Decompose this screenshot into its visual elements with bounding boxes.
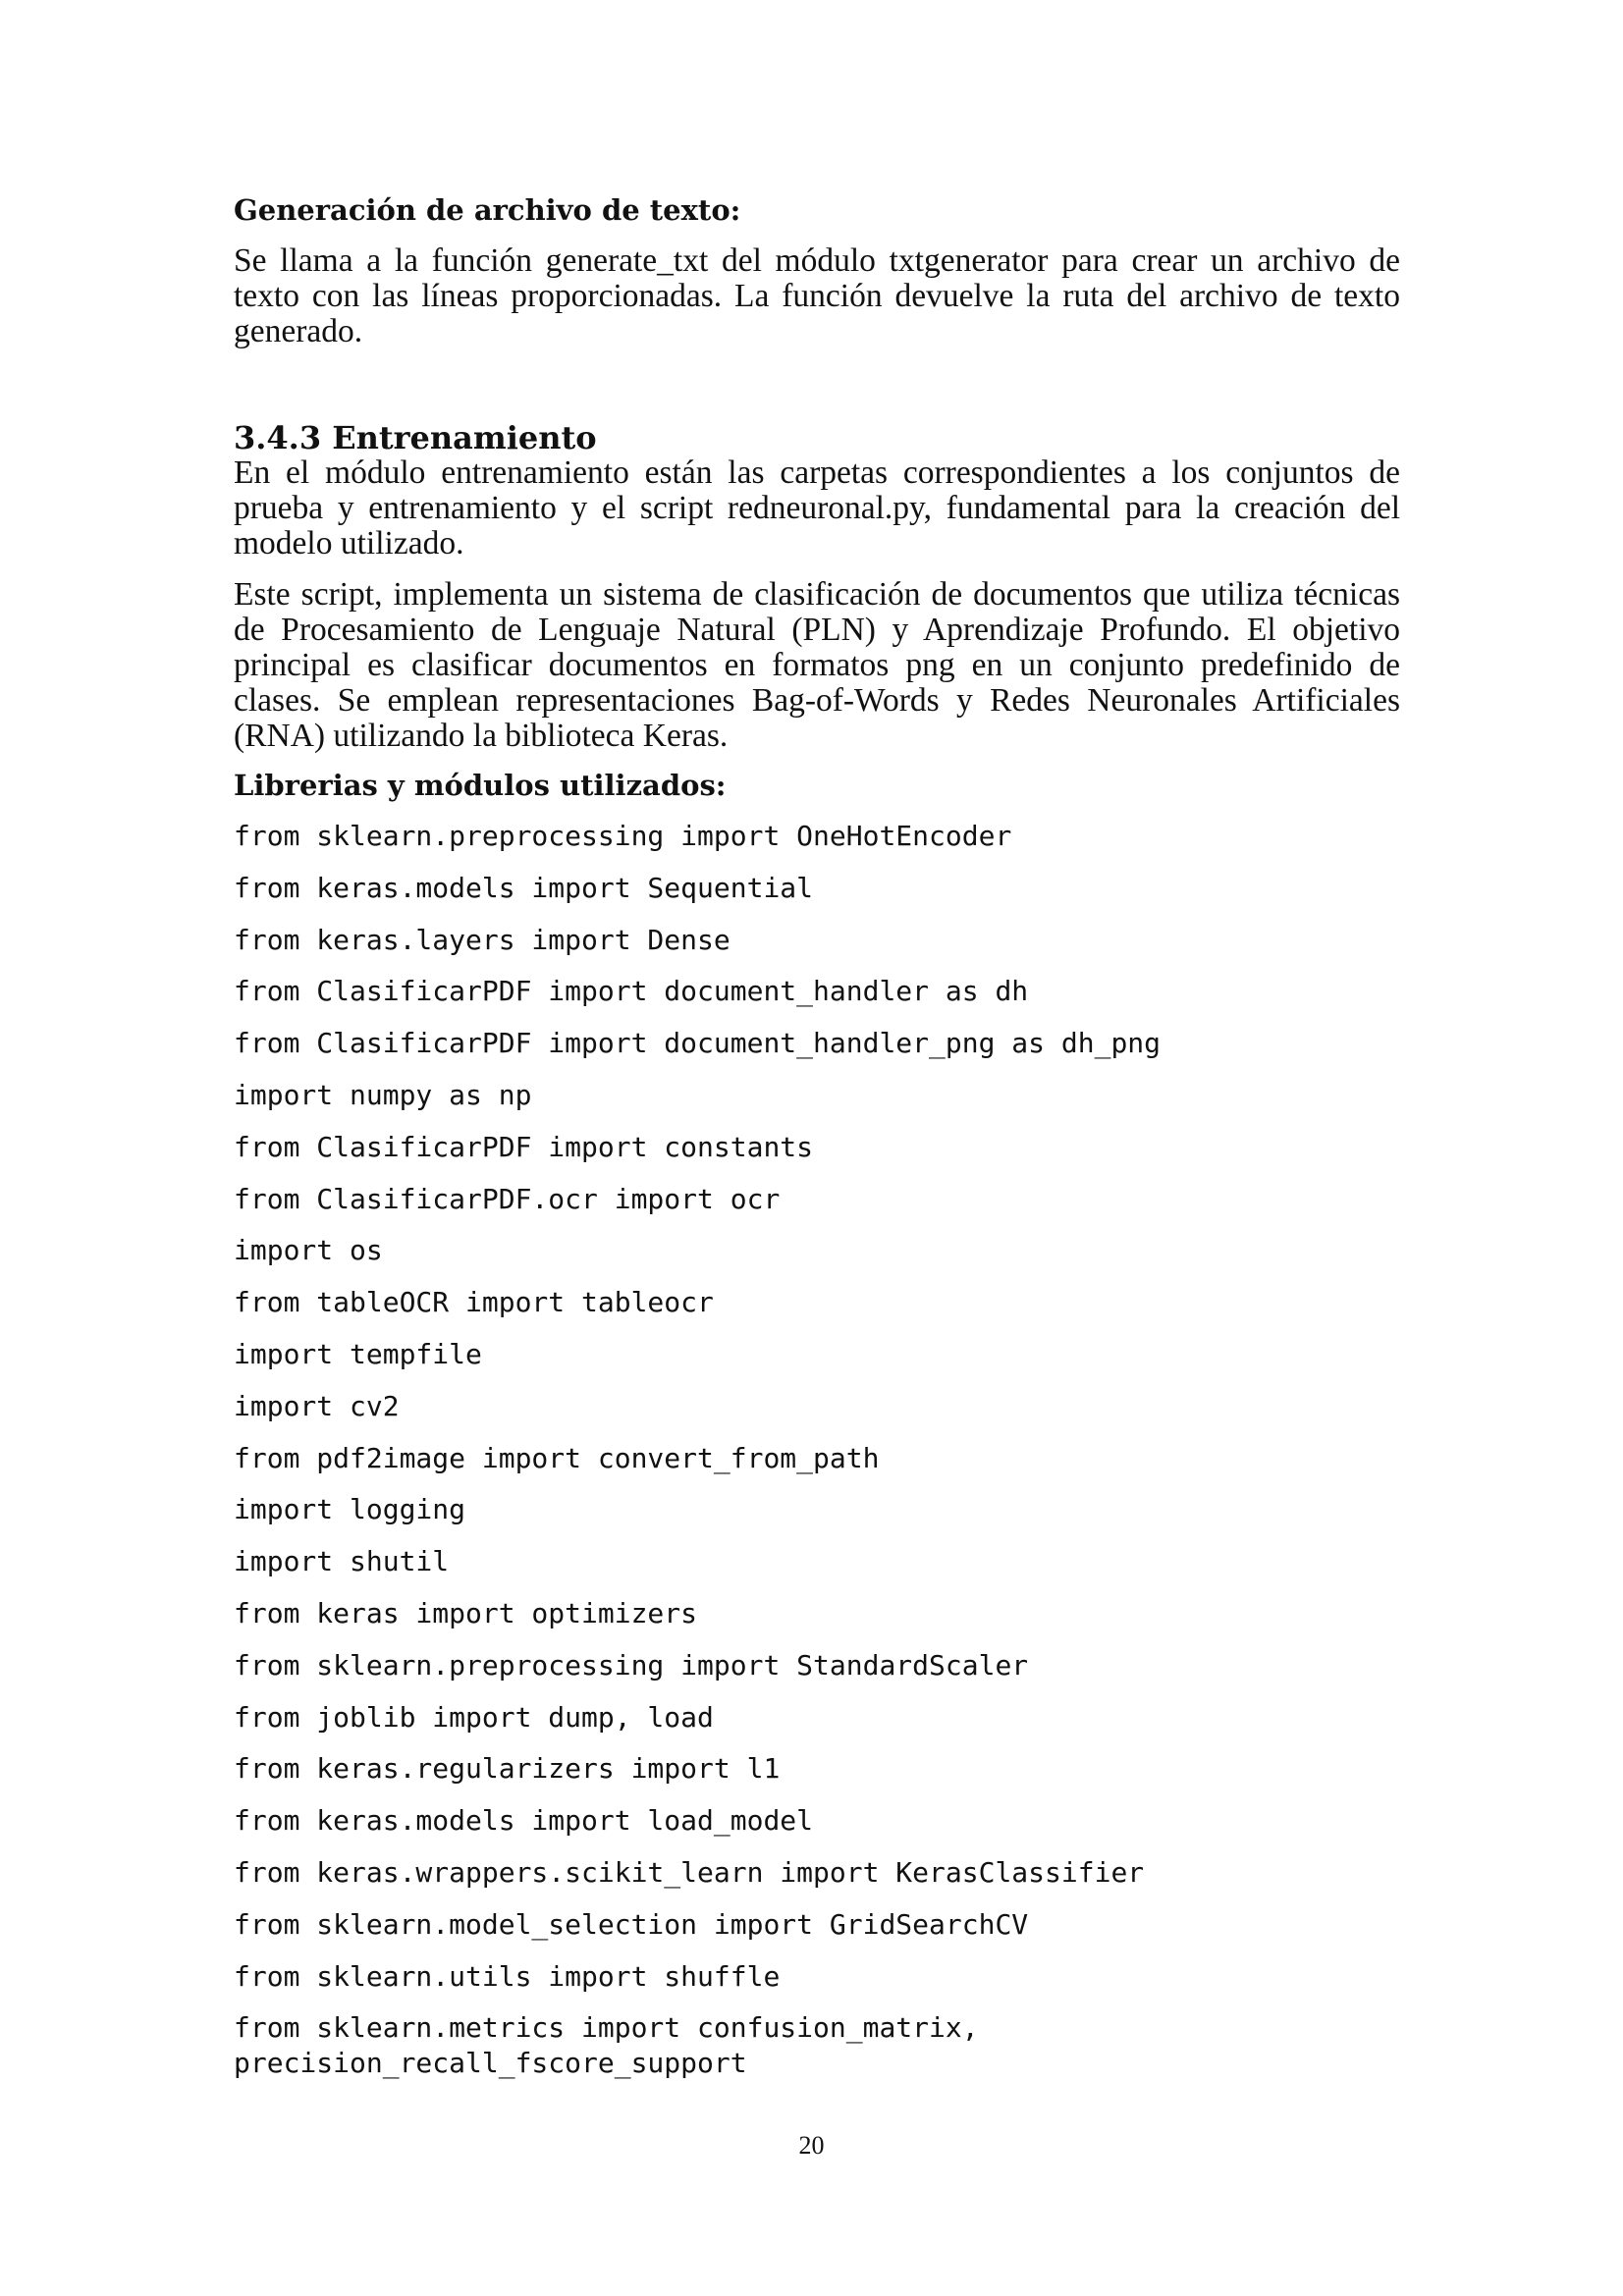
code-line: from ClasificarPDF import document_handler as dh [234,975,1029,1008]
imports-code-list [234,819,1400,2081]
code-line: from ClasificarPDF import document_handler_png as dh_png [234,1027,1162,1060]
code-line: from sklearn.utils import shuffle [234,1959,781,1993]
code-line: from ClasificarPDF import constants [234,1130,814,1163]
code-line: from keras import optimizers [234,1596,698,1629]
subsection-body-txt: Se llama a la función generate_txt del módulo txtgenerator para crear un archivo de texto con las líneas proporcionadas. La función devuelve la ruta del archivo de texto generado. [234,242,1400,349]
code-line: from tableOCR import tableocr [234,1286,714,1319]
page-number: 20 [798,2131,825,2160]
code-line: from joblib import dump, load [234,1700,714,1734]
code-line: from sklearn.preprocessing import OneHotEncoder [234,820,1012,852]
code-line: from ClasificarPDF.ocr import ocr [234,1182,781,1215]
code-line: from keras.regularizers import l1 [234,1752,781,1786]
code-line: import shutil [234,1545,450,1578]
code-line: import tempfile [234,1337,482,1370]
code-line: import os [234,1234,383,1267]
code-line: from sklearn.metrics import confusion_matrix, precision_recall_fscore_support [234,2011,996,2080]
section-title: 3.4.3 Entrenamiento [234,419,597,456]
code-line: from keras.wrappers.scikit_learn import KerasClassifier [234,1855,1145,1889]
code-line: from sklearn.model_selection import GridSearchCV [234,1907,1029,1941]
code-line: import numpy as np [234,1078,532,1111]
subsection-heading-txt: Generación de archivo de texto: [234,193,741,227]
document-page [234,192,1400,2098]
code-line: from keras.layers import Dense [234,923,730,956]
section-paragraph-1: En el módulo entrenamiento están las carpetas correspondientes a los conjuntos de prueba y entrenamiento y el script redneuronal.py, fundamental para la creación del modelo utilizado. [234,454,1400,561]
code-line: from keras.models import load_model [234,1804,814,1838]
code-line: import logging [234,1493,466,1526]
libraries-heading: Librerias y módulos utilizados: [234,769,727,802]
code-line: from sklearn.preprocessing import StandardScaler [234,1648,1029,1682]
code-line: from pdf2image import convert_from_path [234,1441,880,1474]
code-line: from keras.models import Sequential [234,871,814,904]
section-paragraph-2: Este script, implementa un sistema de clasificación de documentos que utiliza técnicas de Procesamiento de Lenguaje Natural (PLN) y Aprendizaje Profundo. El objetivo principal es clasificar documentos en formatos png en un conjunto predefinido de clases. Se emplean representaciones Bag-of-Words y Redes Neuronales Artificiales (RNA) utilizando la biblioteca Keras. [234,576,1400,754]
code-line: import cv2 [234,1389,400,1422]
